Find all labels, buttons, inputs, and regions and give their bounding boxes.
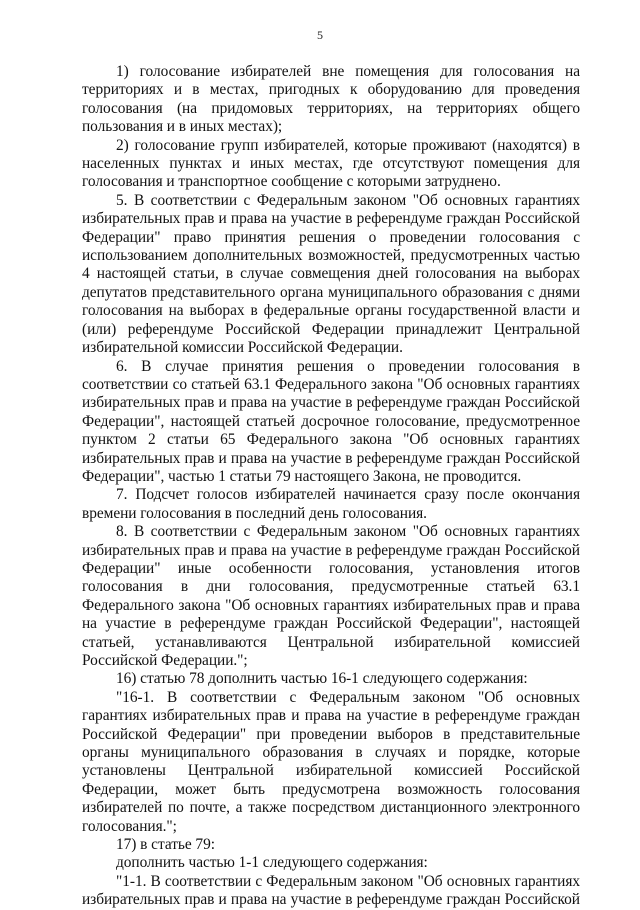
paragraph: 6. В случае принятия решения о проведении голосования в соответствии со статьей 63.1 Федерального закона "Об основных гарантиях избирательных прав и права на участие в референдуме граждан Российской Федерации", настоящей статьей досрочное голосование, предусмотренное пунктом 2 статьи 65 Федерального закона "Об основных гарантиях избирательных прав и права на участие в референдуме граждан Российской Федерации", частью 1 статьи 79 настоящего Закона, не проводится. xyxy=(82,357,580,485)
paragraph: 2) голосование групп избирателей, которые проживают (находятся) в населенных пунктах и иных местах, где отсутствуют помещения для голосования и транспортное сообщение с которыми затруднено. xyxy=(82,136,580,191)
page-number: 5 xyxy=(317,28,323,42)
paragraph: "1-1. В соответствии с Федеральным законом "Об основных гарантиях избирательных прав и права на участие в референдуме граждан Российской xyxy=(82,872,580,909)
paragraph: 7. Подсчет голосов избирателей начинается сразу после окончания времени голосования в последний день голосования. xyxy=(82,486,580,522)
paragraph: 16) статью 78 дополнить частью 16-1 следующего содержания: xyxy=(116,670,528,688)
paragraph: 1) голосование избирателей вне помещения для голосования на территориях и в местах, пригодных к оборудованию для проведения голосования (на придомовых территориях, на территориях общего пользования и в иных местах); xyxy=(82,63,580,136)
paragraph: дополнить частью 1-1 следующего содержания: xyxy=(116,854,428,872)
paragraph: 17) в статье 79: xyxy=(116,836,215,854)
document-body xyxy=(82,63,580,910)
paragraph: "16-1. В соответствии с Федеральным законом "Об основных гарантиях избирательных прав и права на участие в референдуме граждан Российской Федерации" при проведении выборов в представительные органы муниципального образования в случаях и порядке, которые установлены Центральной избирательной комиссией Российской Федерации, может быть предусмотрена возможность голосования избирателей по почте, а также посредством дистанционного электронного голосования."; xyxy=(82,688,580,835)
paragraph: 8. В соответствии с Федеральным законом "Об основных гарантиях избирательных прав и права на участие в референдуме граждан Российской Федерации" иные особенности голосования, установления итогов голосования в дни голосования, предусмотренные статьей 63.1 Федерального закона "Об основных гарантиях избирательных прав и права на участие в референдуме граждан Российской Федерации", настоящей статьей, устанавливаются Центральной избирательной комиссией Российской Федерации."; xyxy=(82,523,580,669)
paragraph: 5. В соответствии с Федеральным законом "Об основных гарантиях избирательных прав и права на участие в референдуме граждан Российской Федерации" право принятия решения о проведении голосования с использованием дополнительных возможностей, предусмотренных частью 4 настоящей статьи, в случае совмещения дней голосования на выборах депутатов представительного органа муниципального образования с днями голосования на выборах в федеральные органы государственной власти и (или) референдуме Российской Федерации принадлежит Центральной избирательной комиссии Российской Федерации. xyxy=(82,191,580,357)
